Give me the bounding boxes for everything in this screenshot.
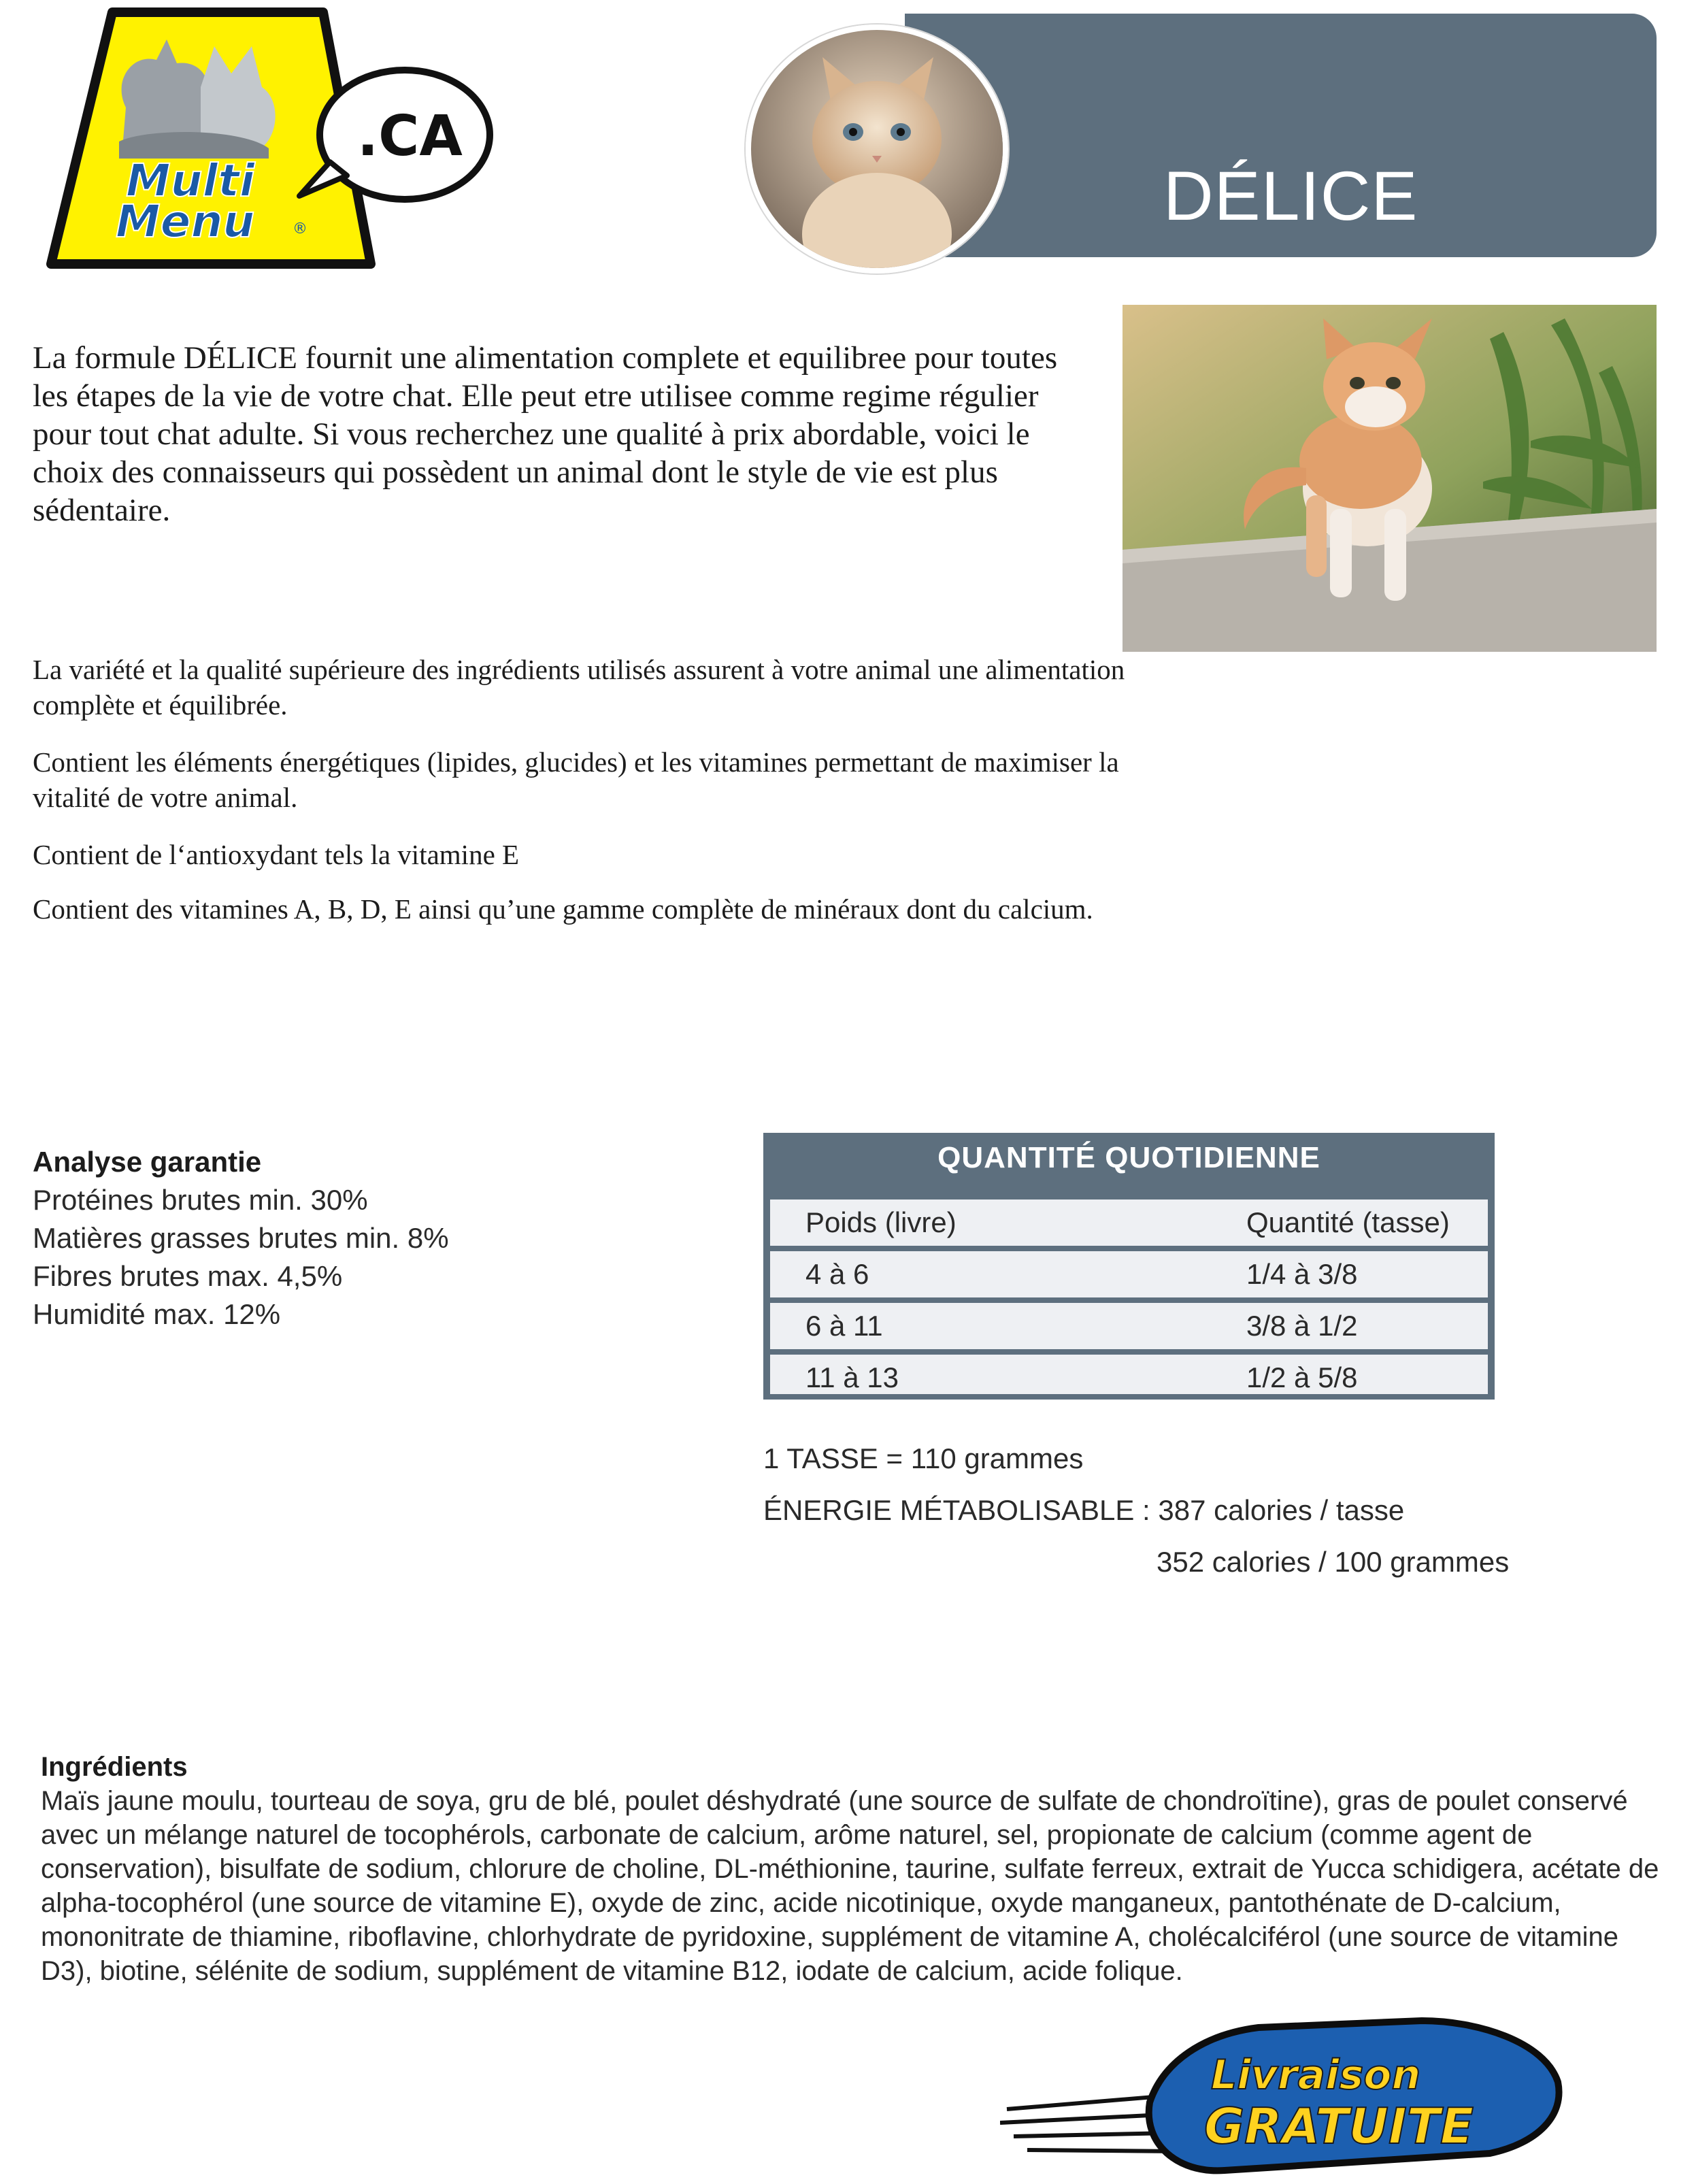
table-row (770, 1251, 1488, 1297)
weight-cell: 6 à 11 (805, 1310, 883, 1342)
metabolizable-energy-text: ÉNERGIE MÉTABOLISABLE : 387 calories / tasse (763, 1494, 1405, 1526)
logo-menu-text: Menu (116, 195, 255, 248)
kitten-portrait-image (751, 30, 1003, 268)
multimenu-logo (37, 5, 500, 278)
calories-per-100g-text: 352 calories / 100 grammes (1157, 1546, 1510, 1578)
intro-paragraph: La formule DÉLICE fournit une alimentation complete et equilibree pour toutes les étapes de la vie de votre chat. Elle peut etre utilisee comme regime régulier pour tout chat adulte. Si vous recherchez une qualité à prix abordable, voici le choix des connaisseurs qui possèdent un animal dont le style de vie est plus sédentaire. (33, 340, 1058, 528)
quantity-cell: 1/4 à 3/8 (1246, 1258, 1358, 1290)
table-header-row (770, 1199, 1488, 1246)
quantity-cell: 1/2 à 5/8 (1246, 1361, 1358, 1393)
logo-ca-text: .CA (357, 104, 463, 169)
column-header-quantity: Quantité (tasse) (1246, 1206, 1450, 1238)
logo-multi-text: Multi (126, 154, 255, 207)
delivery-line1: Livraison (1211, 2051, 1421, 2099)
benefit-text: Contient des vitamines A, B, D, E ainsi qu’une gamme complète de minéraux dont du calcium. (33, 893, 1093, 925)
benefit-text: La variété et la qualité supérieure des ingrédients utilisés assurent à votre animal une alimentation complète et équilibrée. (33, 654, 1125, 721)
analysis-item: Humidité max. 12% (33, 1298, 281, 1330)
table-row (770, 1355, 1488, 1394)
analysis-item: Matières grasses brutes min. 8% (33, 1222, 449, 1254)
free-delivery-badge (1000, 2007, 1578, 2184)
product-title: DÉLICE (1163, 157, 1418, 235)
weight-cell: 11 à 13 (805, 1361, 899, 1393)
walking-kitten-photo (1123, 305, 1657, 652)
ingredients-list: Maïs jaune moulu, tourteau de soya, gru de blé, poulet déshydraté (une source de sulfate de chondroïtine), gras de poulet conservé avec un mélange naturel de tocophérols, carbonate de calcium, arôme naturel, sel, propionate de calcium (comme agent de conservation), bisulfate de sodium, chlorure de choline, DL-méthionine, taurine, sulfate ferreux, extrait de Yucca schidigera, acétate de alpha-tocophérol (une source de vitamine E), oxyde de zinc, acide nicotinique, oxyde manganeux, pantothénate de D-calcium, mononitrate de thiamine, riboflavine, chlorhydrate de pyridoxine, supplément de vitamine A, cholécalciférol (une source de vitamine D3), biotine, sélénite de sodium, supplément de vitamine B12, iodate de calcium, acide folique. (41, 1786, 1659, 1986)
column-header-weight: Poids (livre) (805, 1206, 957, 1238)
analysis-title: Analyse garantie (33, 1146, 262, 1178)
table-row (770, 1303, 1488, 1349)
delivery-line2: GRATUITE (1204, 2098, 1474, 2155)
benefit-text: Contient de l‘antioxydant tels la vitamine E (33, 839, 520, 870)
benefit-text: Contient les éléments énergétiques (lipides, glucides) et les vitamines permettant de maximiser la vitalité de votre animal. (33, 746, 1119, 813)
weight-cell: 4 à 6 (805, 1258, 869, 1290)
guaranteed-analysis (33, 1143, 645, 1334)
ingredients-section (41, 1750, 1674, 1988)
analysis-item: Fibres brutes max. 4,5% (33, 1260, 343, 1292)
analysis-item: Protéines brutes min. 30% (33, 1184, 368, 1216)
table-title: QUANTITÉ QUOTIDIENNE (937, 1141, 1320, 1174)
walking-kitten-image (1123, 305, 1657, 652)
registered-mark: ® (293, 220, 307, 237)
ingredients-title: Ingrédients (41, 1752, 188, 1782)
quantity-cell: 3/8 à 1/2 (1246, 1310, 1358, 1342)
kitten-portrait-photo (746, 24, 1008, 274)
daily-quantity-table (763, 1133, 1495, 1400)
cup-weight-text: 1 TASSE = 110 grammes (763, 1442, 1084, 1474)
